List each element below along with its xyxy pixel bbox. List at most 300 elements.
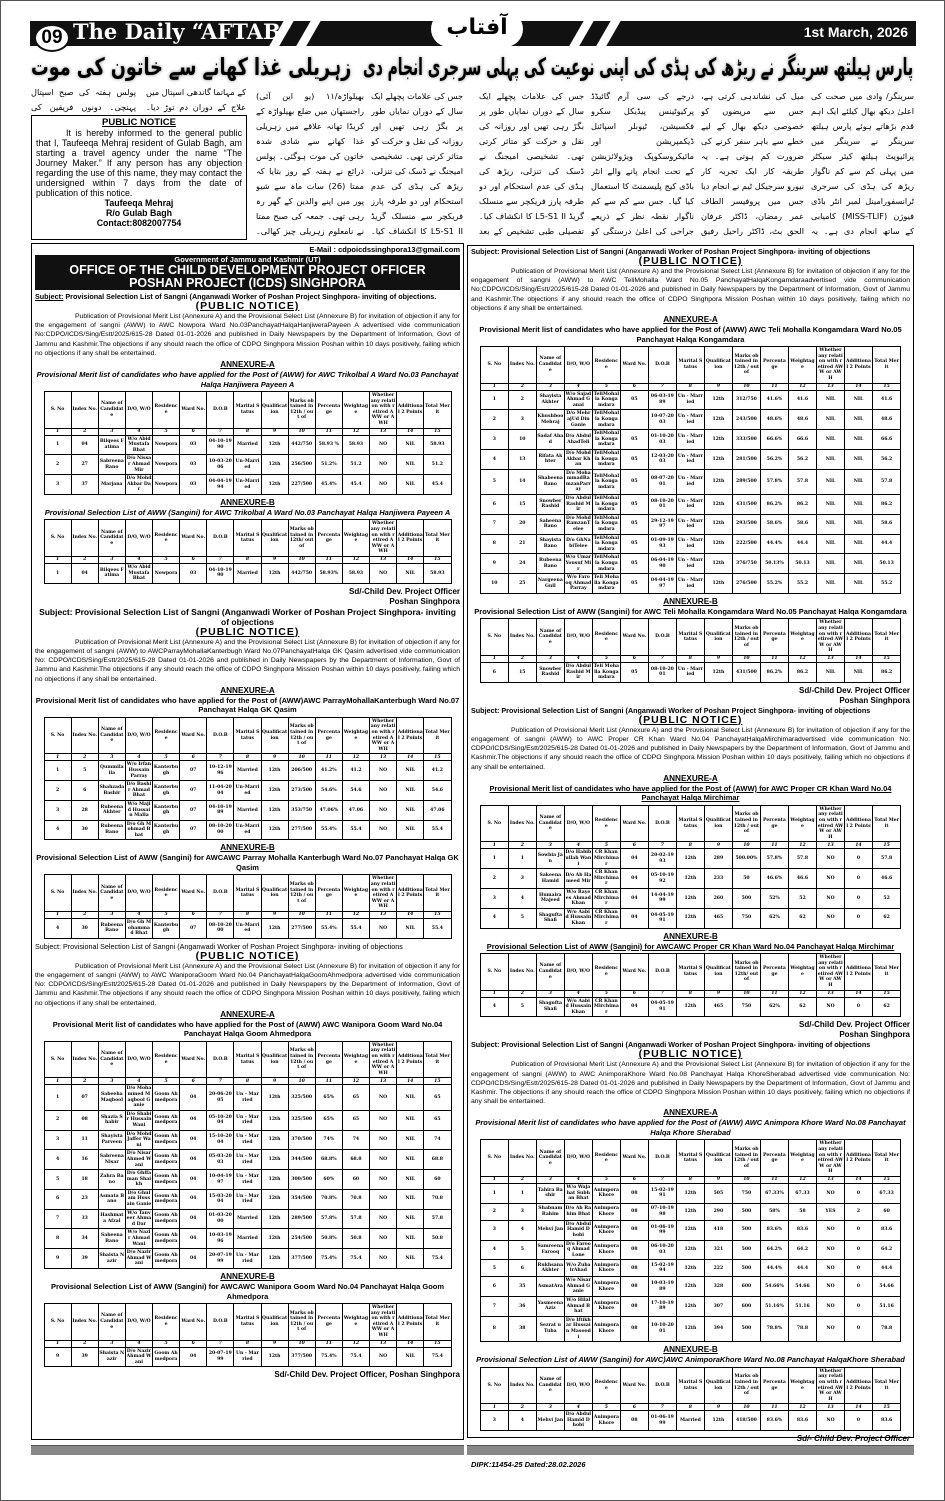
table-row — [44, 455, 451, 475]
table-row — [44, 1229, 451, 1249]
table-cell: 57.8% — [760, 469, 788, 494]
column-header: Whether any relation with retired AWW or AWH — [816, 1367, 844, 1404]
column-number: 6 — [180, 1340, 207, 1347]
table-cell: 12th — [704, 534, 732, 554]
column-header: Whether any relation with retired AWW or AWH — [816, 1140, 844, 1177]
table-cell: 58% — [760, 1203, 788, 1220]
table-cell: 58.93 — [342, 435, 369, 455]
column-number: 9 — [704, 383, 732, 390]
column-header: Residence — [153, 1041, 180, 1078]
table-cell: 222 — [704, 1260, 732, 1277]
table-cell: CR Khan Mirchimar — [592, 908, 620, 928]
table-cell: 83.6% — [760, 1411, 788, 1431]
column-header: S. No — [44, 875, 71, 912]
table-cell: 50.13% — [760, 554, 788, 574]
column-header: Residence — [153, 717, 180, 754]
annexure-title: Provisional Selection List of AWW (Sangini) for AWCAWC Parray Mohalla Kanterbugh Ward No.07 Panchayat Halqa GK Qasim — [36, 853, 459, 872]
table-cell: 05-10-1992 — [648, 869, 676, 889]
table-cell: 39 — [71, 1347, 98, 1367]
table-cell: D/o Gh Mohammad Bhat — [125, 919, 152, 939]
column-header: Weightage — [788, 805, 816, 842]
table-row — [480, 997, 900, 1017]
table-cell: 5 — [480, 469, 508, 494]
column-header: D/O, W/O — [125, 520, 152, 557]
column-header: Qualification — [704, 1140, 732, 1177]
table-cell: 2 — [480, 1203, 508, 1220]
column-number: 3 — [98, 556, 125, 563]
table-cell: Kanterbugh — [153, 800, 180, 820]
notice-paragraph: Publication of Provisional Merit List (Annexure A) and the Provisional Select List (Annexure B) for invitation of objection if any for the engagement of sangni (AWW) to AWC WaniporaGoom Ward No.04 PanchayatHalqaGoomAhmedpora advertised vide communication No: CDPO/ICDS/Sing/Estt/2025/615-28 Dated 01-01-2026 and published in Daily Newspapers by the Department of Information, Govt of Jammu and Kashmir.The objections if any should reach the office of CDPO Singhpora Mission Poshan within 10 days positively, failing which no objections if any shall be entertained. — [35, 962, 460, 1007]
notice-section — [471, 247, 910, 706]
table-cell: 328 — [704, 1277, 732, 1297]
table-cell: NO — [370, 919, 397, 939]
right-story-col: سرینگر/ وادی میں صحت کی اعلیٰ دیکھ بھال کیلئے ایک اہم قدم بڑھاتے ہوئے پارس ہیلتھ سرینگر نے سرینگر میں پرائیویٹ ہیلتھ کیئر سیکٹر میں پہلی کم سے کم ناگوار ریڑھ کی ہڈی کی سرجری ٹرانسفورامینل لمبر انٹر باڈی فیوژن (MISS-TLIF) کامیابی کے ساتھ انجام دی ہے۔ یہ — [811, 91, 914, 236]
table-cell: Teli Mohalla Kongamdara — [592, 663, 620, 683]
table-cell: W/o Nisar Ahmad Ganie — [564, 1277, 592, 1297]
column-number: 10 — [288, 428, 315, 435]
column-number: 3 — [536, 656, 564, 663]
table-cell: 04 — [620, 869, 648, 889]
column-number: 14 — [844, 990, 872, 997]
column-header: D/O, W/O — [564, 619, 592, 656]
column-number: 7 — [207, 754, 234, 761]
table-cell: Kanterbugh — [153, 919, 180, 939]
table-cell: 75.4 — [342, 1347, 369, 1367]
table-cell: NO — [370, 820, 397, 840]
column-number: 9 — [261, 754, 288, 761]
column-header: Additional 2 Points — [397, 392, 424, 429]
subject-line — [35, 607, 460, 627]
column-number: 1 — [44, 912, 71, 919]
table-cell: 4 — [480, 1240, 508, 1260]
table-cell: Married — [234, 1209, 261, 1229]
table-cell: Animpora Khore — [592, 1277, 620, 1297]
signature-line: Poshan Singhpora — [839, 695, 910, 705]
notice-paragraph: Publication of Provisional Merit List (Annexure A) and the Provisional Select List (Annexure B) for invitation of objection if any for the engagement of sangni (AWW) to AWC TeliMohalla Ward No.05 PanchayatHalqaKongamdaraadvertised vide communication No:CDPO/ICDS/Sing/Estt/2025/615-28 Dated 01-01-2026 and published in Daily Newspapers by the Department of Information, Govt of Jammu and Kashmir.The objections if any should reach the office of CDPO Singhpora Mission Poshan within 10 days positively, failing which no objections if any shall be entertained. — [471, 268, 910, 312]
column-number: 14 — [397, 912, 424, 919]
table-cell: W/o Farooq Ahmad Parray — [564, 574, 592, 594]
column-header: Marks obtained in 12th / out of — [732, 347, 760, 384]
table-cell: 12th — [676, 1316, 704, 1341]
table-cell: 750 — [732, 908, 760, 928]
column-number: 12 — [342, 428, 369, 435]
annexure-title: Provisional Merit list of candidates who have applied for the Post of (AWW) for AWC Trikolbal A Ward No.03 Panchayat Halqa Hanjiwera Payeen A — [36, 370, 459, 389]
table-cell: NIL — [816, 469, 844, 494]
table-cell: 0 — [844, 1260, 872, 1277]
table-cell: 01-09-1993 — [648, 534, 676, 554]
column-header: Marks obtained in 12th / out of — [288, 1304, 315, 1341]
table-cell: 04 — [180, 1150, 207, 1170]
table-cell: W/o Tanveer Ahmad Dar — [125, 1209, 152, 1229]
table-cell: 505 — [704, 1183, 732, 1203]
table-row — [44, 563, 451, 583]
column-header: Percentage — [315, 717, 342, 754]
table-cell: 12th — [261, 761, 288, 781]
column-number: 11 — [315, 428, 342, 435]
column-number: 6 — [620, 1176, 648, 1183]
table-cell: NIL — [816, 534, 844, 554]
column-number: 8 — [234, 1340, 261, 1347]
table-cell: Un-Married — [234, 820, 261, 840]
table-cell: NO — [370, 1209, 397, 1229]
table-cell: D/o Mohammed Maqbool Ganie — [125, 1085, 152, 1110]
column-number: 6 — [620, 656, 648, 663]
column-number: 5 — [153, 556, 180, 563]
column-header: Index No. — [71, 392, 98, 429]
table-cell: Rubeena Bano — [98, 919, 125, 939]
table-cell: 28 — [71, 800, 98, 820]
column-number: 3 — [536, 1404, 564, 1411]
column-number: 2 — [508, 842, 536, 849]
column-header: D/O, W/O — [125, 717, 152, 754]
merit-table — [480, 1367, 901, 1431]
table-cell: 36 — [508, 1297, 536, 1317]
table-cell: 04 — [180, 1110, 207, 1130]
column-header: Qualification — [704, 805, 732, 842]
table-cell: 08 — [620, 1220, 648, 1240]
column-number: 15 — [424, 556, 451, 563]
table-cell: Animpora Khore — [592, 1203, 620, 1220]
table-cell: 6 — [71, 781, 98, 801]
table-cell: 55.4% — [315, 919, 342, 939]
annexure-label: ANNEXURE-A — [220, 685, 275, 695]
table-cell: Mehvi Jan — [536, 1220, 564, 1240]
signature-line: Sd/-Child Dev. Project Officer — [349, 586, 460, 596]
column-header: Marks obtained in 12th / out of — [732, 1140, 760, 1177]
table-cell: AnimporaKhore — [592, 1220, 620, 1240]
table-row — [44, 820, 451, 840]
table-cell: NO — [370, 1150, 397, 1170]
table-cell: 0 — [844, 888, 872, 908]
table-cell: 11 — [71, 1130, 98, 1150]
left-story-headline: زہریلی غذا کھانے سے خاتون کی موت — [30, 53, 351, 81]
column-header: Marks obtained in 12th / out of — [288, 717, 315, 754]
table-cell: NIL — [844, 663, 872, 683]
column-number: 15 — [873, 1176, 901, 1183]
table-cell: 431/500 — [732, 495, 760, 515]
column-header: Index No. — [508, 805, 536, 842]
table-cell: Un-Married — [234, 781, 261, 801]
table-cell: NIL — [397, 1130, 424, 1150]
table-cell: AsmatAra — [536, 1277, 564, 1297]
annexure-title: Provisional Merit list of candidates who have applied for the Post of (AWW)AWC ParrayMohallaKanterbugh Ward No.07 Panchayat Halqa GK Qasim — [35, 695, 460, 715]
table-cell: 70.8% — [315, 1189, 342, 1209]
table-cell: 325/500 — [288, 1110, 315, 1130]
column-header: Index No. — [71, 1304, 98, 1341]
column-number: 7 — [648, 1404, 676, 1411]
table-cell: NO — [816, 888, 844, 908]
left-story-col: بھیلواڑہ/۱۱ (یو این آئی) راجستھان میں ضلع بھیلواڑہ کے کریڈا تھانہ علاقے میں زہریلی غذا کھانے سے شادی شدہ خاتون کی موت ہوگئی۔ پولس ذرائع نے ہفتہ کے روز بتایا کہ ممتا (26) سات ماہ سے شیو پور میں اپنے والدین کے گھر رہ رہی تھی۔ جمعہ کی صبح ممتا نے نامعلوم زہریلی چیز کھالی۔ — [256, 91, 364, 236]
table-cell: NIL — [397, 563, 424, 583]
annexure-title: Provisional Merit list of candidates who have applied for the Post of (AWW) AWC Teli Mohalla Kongamdara Ward No.05 Panchayat Halqa Kongamdara — [479, 325, 902, 344]
column-header: Marks obtained in 12th/ out of — [732, 954, 760, 991]
table-cell: Un-Married — [234, 919, 261, 939]
column-header: Marital Status — [676, 954, 704, 991]
column-number: 3 — [98, 754, 125, 761]
column-number: 9 — [261, 428, 288, 435]
table-cell: TeliMohalla Kongamdara — [592, 390, 620, 410]
table-cell: 4 — [44, 1150, 71, 1170]
column-number: 9 — [261, 556, 288, 563]
table-row — [44, 1085, 451, 1110]
table-cell: 12th — [261, 1150, 288, 1170]
table-cell: 3 — [508, 410, 536, 430]
table-cell: 03 — [180, 455, 207, 475]
table-cell: 65% — [315, 1085, 342, 1110]
column-number: 13 — [370, 428, 397, 435]
table-cell: 08 — [620, 1316, 648, 1341]
table-cell: 04 — [180, 1229, 207, 1249]
table-cell: D/o Mohd Jaffer Wani — [125, 1130, 152, 1150]
table-cell: 29-12-1997 — [648, 514, 676, 534]
table-cell: 4 — [44, 919, 71, 939]
column-number: 1 — [480, 1404, 508, 1411]
table-cell: D/o Bashir Ahmad Bhat — [125, 781, 152, 801]
project-title: POSHAN PROJECT (ICDS) SINGHPORA — [129, 276, 366, 290]
column-number: 6 — [180, 428, 207, 435]
column-number: 10 — [732, 656, 760, 663]
table-row — [44, 1150, 451, 1170]
public-notice-title: (PUBLIC NOTICE) — [195, 949, 300, 962]
column-header: D.O.B — [648, 1140, 676, 1177]
table-cell: 50.8 — [424, 1229, 451, 1249]
table-cell: 04 — [180, 1085, 207, 1110]
table-cell: 8 — [480, 1316, 508, 1341]
column-header: Percentage — [315, 1304, 342, 1341]
table-cell: Shagufta Shafi — [536, 908, 564, 928]
table-row — [480, 469, 900, 494]
table-cell: 20-07-1999 — [207, 1347, 234, 1367]
column-number: 13 — [370, 1340, 397, 1347]
column-number: 10 — [288, 754, 315, 761]
table-cell: 04-04-1997 — [648, 574, 676, 594]
table-cell: 12th — [261, 475, 288, 495]
notice-paragraph: Publication of Provisional Merit List (Annexure A) and the Provisional Select List (Annexure B) for invitation of objection if any for the engagement of sangni (AWW) to AWC Nowpora Ward No.03PanchayatHalqaHanjiweraPayeen A advertised vide communication No:CDPO/ICDS/Sing/Estt/2025/615-28 Dated 01-01-2026 and published in Daily Newspapers by the Department of Information, Govt of Jammu and Kashmir.The objections if any should reach the office of CDPO Singhpora Mission Poshan within 10 days positively, failing which no objections if any shall be entertained. — [35, 313, 460, 357]
column-header: Qualification — [261, 875, 288, 912]
table-cell: 57.8 — [342, 1209, 369, 1229]
public-notice-title: (PUBLIC NOTICE) — [638, 255, 743, 267]
table-cell: 12th — [676, 908, 704, 928]
table-cell: 62 — [873, 908, 901, 928]
table-cell: D/o MohammadRamzanParray — [564, 469, 592, 494]
column-header: Weightage — [788, 347, 816, 384]
table-cell: 3 — [480, 1220, 508, 1240]
table-cell: 35 — [508, 1277, 536, 1297]
table-header-row — [480, 805, 900, 842]
table-cell: Un - Married — [234, 1130, 261, 1150]
table-cell: Goom Ahmedpora — [153, 1150, 180, 1170]
column-header: Weightage — [342, 520, 369, 557]
merit-table — [44, 1303, 452, 1367]
column-header: Residence — [153, 875, 180, 912]
column-number: 7 — [648, 990, 676, 997]
table-cell: NO — [370, 1170, 397, 1190]
table-cell: 34 — [71, 1229, 98, 1249]
table-cell: 10-12-1996 — [207, 761, 234, 781]
table-cell: D/o MohdRamzanTelee — [564, 514, 592, 534]
column-header: Weightage — [788, 954, 816, 991]
column-number: 1 — [44, 1340, 71, 1347]
column-number: 7 — [648, 1176, 676, 1183]
table-cell: NO — [370, 1085, 397, 1110]
annexure-label: ANNEXURE-A — [663, 315, 718, 325]
column-number: 13 — [370, 1078, 397, 1085]
table-cell: NIL — [397, 1229, 424, 1249]
table-cell: 4 — [480, 449, 508, 469]
notice-paragraph: Publication of Provisional Merit List (Annexure A) and the Provisional Select List (Annexure B) for invitation of objection if any for the engagement of sangni (AWW) to AWC Proper CR Khan Ward No.04 PanchayatHalqaMirchimaradvertised vide communication No: CDPO/ICDS/Sing/Estt/2025/615-28 Dated 01-01-2026 and published in Daily Newspapers by the Department of Information, Govt of Jammu and Kashmir.The objections if any should reach the office of CDPO Singhpora Mission Poshan within 10 days positively, failing which no objections if any shall be entertained. — [471, 726, 910, 771]
table-cell: 20-07-1999 — [207, 1249, 234, 1269]
column-header: Marks obtained in 12th / out of — [732, 619, 760, 656]
table-cell: 3 — [480, 1411, 508, 1431]
column-number: 10 — [288, 912, 315, 919]
table-cell: 41.6 — [873, 390, 901, 410]
table-cell: NIL — [816, 449, 844, 469]
table-cell: 500.00% — [732, 849, 760, 869]
column-header: Residence — [153, 520, 180, 557]
column-number: 4 — [125, 556, 152, 563]
column-header: Ward No. — [180, 875, 207, 912]
table-cell: 14 — [508, 469, 536, 494]
column-header: Qualification — [704, 619, 732, 656]
table-cell: 74 — [342, 1130, 369, 1150]
column-header: Name of Candidate — [98, 1304, 125, 1341]
table-cell: 04-05-1991 — [648, 908, 676, 928]
column-number: 2 — [71, 1078, 98, 1085]
table-cell: 6 — [508, 1260, 536, 1277]
table-row — [44, 1347, 451, 1367]
table-cell: 10-07-2003 — [648, 410, 676, 430]
table-header-row — [480, 1367, 900, 1404]
table-cell: 50.8% — [315, 1229, 342, 1249]
annexure-label: ANNEXURE-B — [663, 931, 718, 941]
table-cell: CR Khan Mirchimar — [592, 849, 620, 869]
right-story-col: جس کی علامات پچھلے ایک سال کے دوران نمایاں طور پر بگڑ رہی تھیں اور روزانہ کی نقل و حرکت کو متاثر کرتی تھی۔ تشخیصی امیجنگ نے ڈسک کی تنزلی، ریڑھ کی ہڈی کی عدم استحکام اور دو طرفہ پارز فریکچر سے منسلک گریڈ L5-S1 II کا انکشاف کیا۔ تفصیلی طبی تشخیص کے بعد — [479, 91, 584, 236]
column-header: Marital Status — [676, 1140, 704, 1177]
page-number: 09 — [34, 24, 70, 52]
column-number: 13 — [816, 656, 844, 663]
table-cell: D/o Mohd Akbar Dar — [125, 475, 152, 495]
table-cell: 12th — [704, 410, 732, 430]
table-cell: Goom Ahmedpora — [153, 1229, 180, 1249]
column-header: Index No. — [508, 347, 536, 384]
table-cell: 600 — [732, 1297, 760, 1317]
column-number: 8 — [676, 1176, 704, 1183]
column-number: 8 — [676, 656, 704, 663]
table-cell: Un-Married — [234, 455, 261, 475]
table-header-row — [44, 1041, 451, 1078]
table-cell: Humaira Majeed — [536, 888, 564, 908]
column-header: Name of Candidate — [98, 520, 125, 557]
column-number: 12 — [342, 1078, 369, 1085]
column-header: Residence — [592, 619, 620, 656]
table-row — [44, 475, 451, 495]
column-number: 14 — [397, 754, 424, 761]
column-header: Ward No. — [620, 954, 648, 991]
column-header: D.O.B — [648, 1367, 676, 1404]
table-cell: 60% — [315, 1170, 342, 1190]
table-cell: Rubeena Bano — [98, 820, 125, 840]
table-cell: 4 — [508, 888, 536, 908]
table-cell: 46.6 — [788, 869, 816, 889]
column-number: 5 — [153, 1078, 180, 1085]
table-cell: 65% — [315, 1110, 342, 1130]
column-header: Name of Candidate — [536, 1140, 564, 1177]
table-cell: 442/750 — [288, 435, 315, 455]
table-header-row — [480, 619, 900, 656]
annexure-title: Provisional Merit list of candidates who have applied for the Post of (AWW) AWC Animpora Khore Ward No.08 Panchayat Halqa Khore Sherabad — [475, 1118, 906, 1137]
table-cell: 51.16 — [873, 1297, 901, 1317]
column-header: Additional 2 Points — [844, 1140, 872, 1177]
table-cell: NIL — [844, 430, 872, 450]
table-cell: W/o Irfan Hussain Parray — [125, 761, 152, 781]
table-cell: 12th — [261, 1229, 288, 1249]
table-cell: 3 — [508, 1203, 536, 1220]
subject-text: Provisional Selection List of Sangni (Anganwadi Worker of Poshan Project Singhpora- inviting of objections. — [63, 292, 437, 301]
table-cell: 0 — [844, 908, 872, 928]
table-cell: 51.16 — [788, 1297, 816, 1317]
table-cell: 55.4 — [424, 820, 451, 840]
annexure-title: Provisional Selection List of AWW (Sangini) for AWCAWC Proper CR Khan Ward No.04 Panchayat Halqa Mirchimar — [486, 941, 895, 951]
column-number: 3 — [98, 912, 125, 919]
table-cell: NIL — [844, 554, 872, 574]
table-cell: 293/500 — [732, 514, 760, 534]
column-header: Qualification — [261, 1041, 288, 1078]
table-cell: Married — [234, 800, 261, 820]
column-number: 13 — [816, 842, 844, 849]
table-cell: D/o Abdul Hamid Dhobi — [564, 1411, 592, 1431]
office-title: OFFICE OF THE CHILD DEVELOPMENT PROJECT OFFICER — [69, 263, 426, 277]
table-cell: Un - Married — [234, 1170, 261, 1190]
table-cell: 08 — [620, 1183, 648, 1203]
subject-text: Subject: Provisional Selection List of Sangni (Anganwadi Worker of Poshan Project Singhpora- inviting of objections — [471, 1040, 871, 1050]
notice-section — [35, 942, 460, 1381]
table-cell: Sabeeha Maqbool — [98, 1085, 125, 1110]
column-number: 2 — [508, 656, 536, 663]
table-cell: 6 — [480, 1277, 508, 1297]
column-header: Ward No. — [180, 392, 207, 429]
table-cell: 20-06-2005 — [207, 1085, 234, 1110]
column-number: 4 — [564, 1404, 592, 1411]
table-cell: D/o Mohd Akbar Khan — [564, 449, 592, 469]
table-cell: 12th — [704, 554, 732, 574]
table-cell: 30 — [71, 919, 98, 939]
signature-line: Poshan Singhpora — [389, 596, 460, 606]
table-header-row — [44, 875, 451, 912]
column-number: 7 — [207, 1078, 234, 1085]
table-row — [44, 800, 451, 820]
column-number: 14 — [844, 1404, 872, 1411]
column-header: S. No — [44, 392, 71, 429]
column-number: 11 — [315, 1340, 342, 1347]
table-cell: 0 — [844, 1220, 872, 1240]
column-header: Marital Status — [234, 392, 261, 429]
public-notice-title: (PUBLIC NOTICE) — [195, 300, 300, 312]
column-number: 6 — [180, 556, 207, 563]
table-cell: 05 — [620, 554, 648, 574]
table-cell: 08 — [620, 1260, 648, 1277]
column-header: Marks obtained in 12th / out of — [732, 1367, 760, 1404]
column-header: D/O, W/O — [125, 392, 152, 429]
table-cell: Goom Ahmedpora — [153, 1085, 180, 1110]
table-cell: 12th — [676, 888, 704, 908]
column-number: 1 — [44, 428, 71, 435]
column-header: Whether any relation with retired AWW or AWH — [816, 619, 844, 656]
annexure-label: ANNEXURE-A — [663, 773, 718, 783]
table-cell: 3 — [44, 475, 71, 495]
table-row — [480, 1260, 900, 1277]
column-number: 15 — [424, 428, 451, 435]
column-header: D/O, W/O — [125, 875, 152, 912]
